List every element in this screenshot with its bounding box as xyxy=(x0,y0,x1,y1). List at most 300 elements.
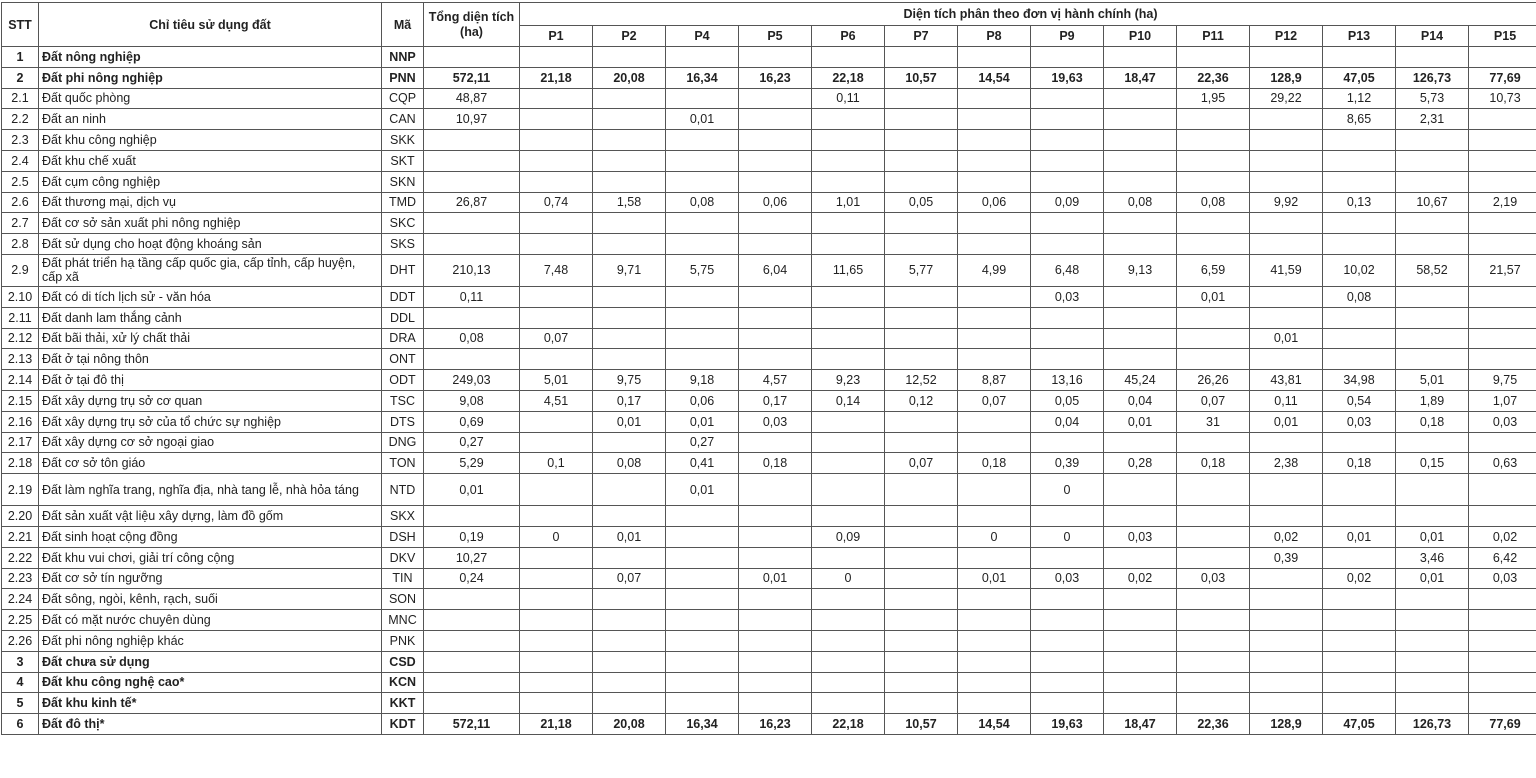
header-code: Mã xyxy=(382,3,424,47)
cell-criteria: Đất cụm công nghiệp xyxy=(39,171,382,192)
table-row xyxy=(2,171,1536,192)
cell-ward-value xyxy=(1104,213,1177,234)
cell-stt: 2 xyxy=(2,67,39,88)
cell-ward-value: 4,51 xyxy=(520,390,593,411)
land-use-table xyxy=(1,2,1536,735)
cell-ward-value xyxy=(1104,693,1177,714)
cell-criteria: Đất khu kinh tế* xyxy=(39,693,382,714)
cell-code: DDL xyxy=(382,307,424,328)
cell-ward-value: 1,12 xyxy=(1323,88,1396,109)
table-row xyxy=(2,213,1536,234)
cell-ward-value: 0,08 xyxy=(666,192,739,213)
cell-ward-value xyxy=(593,47,666,68)
cell-ward-value: 16,23 xyxy=(739,714,812,735)
cell-ward-value xyxy=(1104,328,1177,349)
header-ward: P5 xyxy=(739,26,812,47)
cell-ward-value xyxy=(739,88,812,109)
table-row xyxy=(2,67,1536,88)
cell-ward-value xyxy=(666,547,739,568)
cell-ward-value xyxy=(1469,693,1536,714)
cell-ward-value xyxy=(812,547,885,568)
cell-ward-value: 9,75 xyxy=(593,370,666,391)
cell-code: SON xyxy=(382,589,424,610)
cell-ward-value xyxy=(666,307,739,328)
cell-ward-value xyxy=(1323,307,1396,328)
cell-ward-value: 3,46 xyxy=(1396,547,1469,568)
cell-ward-value: 0,18 xyxy=(958,453,1031,474)
cell-ward-value: 4,57 xyxy=(739,370,812,391)
cell-ward-value xyxy=(1177,589,1250,610)
header-ward: P15 xyxy=(1469,26,1536,47)
cell-ward-value: 0,74 xyxy=(520,192,593,213)
cell-stt: 2.5 xyxy=(2,171,39,192)
cell-ward-value xyxy=(520,130,593,151)
cell-ward-value xyxy=(739,589,812,610)
table-row xyxy=(2,234,1536,255)
cell-ward-value xyxy=(1469,672,1536,693)
cell-ward-value xyxy=(958,150,1031,171)
cell-stt: 3 xyxy=(2,651,39,672)
cell-ward-value xyxy=(520,568,593,589)
cell-ward-value xyxy=(666,88,739,109)
cell-ward-value xyxy=(666,526,739,547)
cell-ward-value xyxy=(593,171,666,192)
cell-ward-value xyxy=(1250,432,1323,453)
cell-ward-value: 8,87 xyxy=(958,370,1031,391)
cell-ward-value xyxy=(885,109,958,130)
cell-ward-value xyxy=(885,130,958,151)
cell-ward-value xyxy=(1323,506,1396,527)
cell-ward-value xyxy=(1031,693,1104,714)
cell-ward-value xyxy=(1469,171,1536,192)
table-row xyxy=(2,88,1536,109)
cell-ward-value xyxy=(1031,589,1104,610)
cell-total: 48,87 xyxy=(424,88,520,109)
cell-ward-value xyxy=(812,651,885,672)
cell-criteria: Đất nông nghiệp xyxy=(39,47,382,68)
cell-ward-value xyxy=(1031,234,1104,255)
cell-ward-value xyxy=(593,328,666,349)
cell-ward-value xyxy=(593,109,666,130)
cell-ward-value xyxy=(739,349,812,370)
cell-ward-value: 0,11 xyxy=(812,88,885,109)
cell-ward-value xyxy=(885,651,958,672)
cell-ward-value xyxy=(1250,171,1323,192)
cell-ward-value xyxy=(1031,130,1104,151)
cell-ward-value: 16,34 xyxy=(666,714,739,735)
cell-ward-value xyxy=(1323,47,1396,68)
cell-criteria: Đất khu vui chơi, giải trí công cộng xyxy=(39,547,382,568)
cell-ward-value xyxy=(520,109,593,130)
cell-ward-value: 0,13 xyxy=(1323,192,1396,213)
cell-ward-value xyxy=(1396,610,1469,631)
cell-ward-value: 6,04 xyxy=(739,254,812,286)
cell-ward-value xyxy=(1104,47,1177,68)
cell-ward-value: 5,73 xyxy=(1396,88,1469,109)
cell-ward-value xyxy=(812,610,885,631)
cell-ward-value xyxy=(1177,109,1250,130)
cell-ward-value xyxy=(1104,506,1177,527)
cell-ward-value: 6,42 xyxy=(1469,547,1536,568)
cell-ward-value: 0,09 xyxy=(812,526,885,547)
cell-ward-value xyxy=(1104,109,1177,130)
cell-ward-value xyxy=(1323,547,1396,568)
cell-ward-value xyxy=(1469,349,1536,370)
cell-code: MNC xyxy=(382,610,424,631)
cell-total xyxy=(424,213,520,234)
cell-total xyxy=(424,307,520,328)
cell-ward-value xyxy=(666,610,739,631)
cell-ward-value: 1,89 xyxy=(1396,390,1469,411)
cell-ward-value: 0 xyxy=(1031,526,1104,547)
cell-ward-value xyxy=(520,547,593,568)
cell-ward-value: 0,03 xyxy=(1177,568,1250,589)
cell-criteria: Đất phi nông nghiệp xyxy=(39,67,382,88)
cell-criteria: Đất sản xuất vật liệu xây dựng, làm đồ gốm xyxy=(39,506,382,527)
cell-ward-value xyxy=(520,672,593,693)
cell-ward-value xyxy=(1250,610,1323,631)
cell-stt: 5 xyxy=(2,693,39,714)
cell-ward-value xyxy=(520,411,593,432)
cell-ward-value: 58,52 xyxy=(1396,254,1469,286)
cell-ward-value: 0,07 xyxy=(593,568,666,589)
cell-ward-value: 31 xyxy=(1177,411,1250,432)
cell-ward-value: 0 xyxy=(520,526,593,547)
cell-ward-value xyxy=(885,47,958,68)
cell-ward-value xyxy=(958,328,1031,349)
cell-ward-value xyxy=(1177,547,1250,568)
cell-ward-value xyxy=(1250,47,1323,68)
cell-ward-value: 128,9 xyxy=(1250,714,1323,735)
cell-ward-value xyxy=(520,286,593,307)
cell-ward-value xyxy=(1250,349,1323,370)
cell-ward-value xyxy=(593,234,666,255)
cell-ward-value xyxy=(1469,651,1536,672)
cell-ward-value xyxy=(593,150,666,171)
cell-ward-value xyxy=(1250,286,1323,307)
table-row xyxy=(2,693,1536,714)
table-row xyxy=(2,432,1536,453)
cell-ward-value: 9,92 xyxy=(1250,192,1323,213)
cell-ward-value xyxy=(812,286,885,307)
table-row xyxy=(2,610,1536,631)
table-row xyxy=(2,307,1536,328)
cell-ward-value xyxy=(739,693,812,714)
cell-ward-value: 16,23 xyxy=(739,67,812,88)
cell-code: SKK xyxy=(382,130,424,151)
cell-ward-value xyxy=(812,307,885,328)
cell-ward-value: 18,47 xyxy=(1104,714,1177,735)
cell-ward-value xyxy=(1104,432,1177,453)
cell-ward-value: 0,03 xyxy=(1469,568,1536,589)
header-ward: P11 xyxy=(1177,26,1250,47)
cell-ward-value xyxy=(958,411,1031,432)
cell-ward-value: 0,04 xyxy=(1104,390,1177,411)
cell-code: TON xyxy=(382,453,424,474)
cell-stt: 2.9 xyxy=(2,254,39,286)
cell-stt: 2.10 xyxy=(2,286,39,307)
cell-code: CSD xyxy=(382,651,424,672)
cell-ward-value xyxy=(739,213,812,234)
cell-code: NTD xyxy=(382,474,424,506)
cell-ward-value xyxy=(1323,630,1396,651)
cell-code: SKT xyxy=(382,150,424,171)
cell-ward-value xyxy=(958,651,1031,672)
cell-total xyxy=(424,589,520,610)
cell-ward-value xyxy=(1177,328,1250,349)
cell-criteria: Đất thương mại, dịch vụ xyxy=(39,192,382,213)
cell-total: 0,69 xyxy=(424,411,520,432)
table-row xyxy=(2,714,1536,735)
cell-ward-value xyxy=(1396,130,1469,151)
header-ward: P2 xyxy=(593,26,666,47)
cell-ward-value xyxy=(958,213,1031,234)
cell-ward-value: 5,77 xyxy=(885,254,958,286)
cell-ward-value xyxy=(958,109,1031,130)
cell-ward-value xyxy=(1031,610,1104,631)
cell-ward-value: 0,05 xyxy=(1031,390,1104,411)
cell-ward-value: 0,01 xyxy=(1250,411,1323,432)
cell-ward-value: 0,08 xyxy=(1323,286,1396,307)
cell-ward-value: 13,16 xyxy=(1031,370,1104,391)
cell-total: 572,11 xyxy=(424,714,520,735)
cell-ward-value xyxy=(739,610,812,631)
cell-ward-value xyxy=(885,234,958,255)
cell-ward-value xyxy=(1250,109,1323,130)
cell-ward-value: 10,57 xyxy=(885,714,958,735)
cell-ward-value xyxy=(1469,47,1536,68)
cell-ward-value xyxy=(958,610,1031,631)
cell-stt: 2.3 xyxy=(2,130,39,151)
cell-ward-value xyxy=(812,432,885,453)
cell-code: DSH xyxy=(382,526,424,547)
table-row xyxy=(2,651,1536,672)
cell-ward-value xyxy=(958,432,1031,453)
cell-ward-value: 0,02 xyxy=(1250,526,1323,547)
cell-ward-value xyxy=(739,651,812,672)
cell-ward-value xyxy=(885,171,958,192)
cell-criteria: Đất đô thị* xyxy=(39,714,382,735)
cell-ward-value: 10,02 xyxy=(1323,254,1396,286)
table-row xyxy=(2,370,1536,391)
cell-ward-value: 0,09 xyxy=(1031,192,1104,213)
cell-ward-value xyxy=(1323,474,1396,506)
cell-total: 0,19 xyxy=(424,526,520,547)
cell-criteria: Đất sinh hoạt cộng đồng xyxy=(39,526,382,547)
cell-total xyxy=(424,672,520,693)
cell-ward-value xyxy=(1177,474,1250,506)
cell-ward-value: 0,01 xyxy=(1396,568,1469,589)
cell-stt: 2.24 xyxy=(2,589,39,610)
cell-ward-value: 5,01 xyxy=(520,370,593,391)
cell-ward-value: 0,06 xyxy=(958,192,1031,213)
cell-ward-value xyxy=(1396,349,1469,370)
cell-ward-value xyxy=(520,307,593,328)
cell-total: 0,08 xyxy=(424,328,520,349)
cell-ward-value xyxy=(1250,307,1323,328)
table-row xyxy=(2,568,1536,589)
cell-ward-value xyxy=(1323,589,1396,610)
cell-ward-value xyxy=(1396,630,1469,651)
cell-ward-value xyxy=(1323,171,1396,192)
cell-ward-value xyxy=(593,547,666,568)
cell-ward-value: 20,08 xyxy=(593,714,666,735)
cell-total xyxy=(424,150,520,171)
cell-ward-value xyxy=(1104,547,1177,568)
cell-code: SKS xyxy=(382,234,424,255)
cell-total: 9,08 xyxy=(424,390,520,411)
cell-ward-value xyxy=(593,286,666,307)
cell-ward-value xyxy=(666,672,739,693)
cell-criteria: Đất ở tại đô thị xyxy=(39,370,382,391)
cell-criteria: Đất cơ sở tín ngưỡng xyxy=(39,568,382,589)
cell-ward-value xyxy=(1396,651,1469,672)
cell-ward-value xyxy=(520,506,593,527)
cell-ward-value xyxy=(1250,589,1323,610)
cell-ward-value xyxy=(1469,213,1536,234)
cell-ward-value xyxy=(1104,130,1177,151)
cell-code: ODT xyxy=(382,370,424,391)
cell-ward-value: 1,58 xyxy=(593,192,666,213)
cell-ward-value xyxy=(593,610,666,631)
cell-ward-value xyxy=(1396,171,1469,192)
cell-ward-value xyxy=(1177,672,1250,693)
cell-total xyxy=(424,234,520,255)
cell-ward-value: 22,18 xyxy=(812,67,885,88)
cell-ward-value: 41,59 xyxy=(1250,254,1323,286)
cell-ward-value: 0,39 xyxy=(1250,547,1323,568)
cell-total: 0,27 xyxy=(424,432,520,453)
cell-ward-value xyxy=(739,307,812,328)
cell-ward-value: 128,9 xyxy=(1250,67,1323,88)
cell-ward-value xyxy=(520,474,593,506)
cell-ward-value xyxy=(885,411,958,432)
cell-ward-value xyxy=(1323,349,1396,370)
cell-ward-value xyxy=(1323,150,1396,171)
cell-ward-value: 0 xyxy=(1031,474,1104,506)
cell-ward-value xyxy=(520,171,593,192)
cell-ward-value: 0,01 xyxy=(958,568,1031,589)
cell-ward-value xyxy=(885,568,958,589)
cell-total xyxy=(424,47,520,68)
cell-ward-value xyxy=(1323,234,1396,255)
cell-ward-value: 16,34 xyxy=(666,67,739,88)
cell-ward-value xyxy=(958,589,1031,610)
cell-ward-value xyxy=(885,589,958,610)
cell-ward-value xyxy=(520,234,593,255)
cell-criteria: Đất cơ sở tôn giáo xyxy=(39,453,382,474)
cell-ward-value xyxy=(885,672,958,693)
cell-criteria: Đất an ninh xyxy=(39,109,382,130)
cell-stt: 2.13 xyxy=(2,349,39,370)
cell-ward-value xyxy=(1031,150,1104,171)
cell-ward-value xyxy=(812,474,885,506)
cell-ward-value: 0,01 xyxy=(1323,526,1396,547)
cell-ward-value xyxy=(1323,213,1396,234)
table-row xyxy=(2,47,1536,68)
cell-ward-value xyxy=(1396,213,1469,234)
cell-ward-value: 19,63 xyxy=(1031,714,1104,735)
cell-ward-value: 47,05 xyxy=(1323,714,1396,735)
cell-ward-value xyxy=(739,474,812,506)
cell-code: CQP xyxy=(382,88,424,109)
cell-stt: 2.19 xyxy=(2,474,39,506)
cell-ward-value: 0,18 xyxy=(1177,453,1250,474)
cell-ward-value xyxy=(1250,651,1323,672)
cell-total: 249,03 xyxy=(424,370,520,391)
cell-code: ONT xyxy=(382,349,424,370)
cell-ward-value xyxy=(1177,526,1250,547)
cell-ward-value: 22,36 xyxy=(1177,67,1250,88)
cell-ward-value: 0,08 xyxy=(1177,192,1250,213)
header-ward: P14 xyxy=(1396,26,1469,47)
cell-ward-value: 0 xyxy=(812,568,885,589)
cell-total xyxy=(424,171,520,192)
cell-ward-value xyxy=(1323,432,1396,453)
cell-total xyxy=(424,610,520,631)
cell-total: 210,13 xyxy=(424,254,520,286)
cell-ward-value xyxy=(739,630,812,651)
cell-ward-value: 0,63 xyxy=(1469,453,1536,474)
cell-ward-value xyxy=(885,88,958,109)
cell-ward-value xyxy=(885,547,958,568)
cell-ward-value xyxy=(1104,150,1177,171)
cell-ward-value xyxy=(1250,672,1323,693)
cell-ward-value: 26,26 xyxy=(1177,370,1250,391)
cell-ward-value: 0,11 xyxy=(1250,390,1323,411)
cell-ward-value: 0,41 xyxy=(666,453,739,474)
cell-ward-value xyxy=(1104,630,1177,651)
cell-ward-value: 9,18 xyxy=(666,370,739,391)
cell-ward-value xyxy=(1323,693,1396,714)
cell-ward-value xyxy=(739,506,812,527)
cell-ward-value xyxy=(666,568,739,589)
cell-ward-value: 77,69 xyxy=(1469,67,1536,88)
cell-ward-value xyxy=(593,307,666,328)
cell-ward-value: 0,06 xyxy=(739,192,812,213)
cell-code: KCN xyxy=(382,672,424,693)
cell-ward-value xyxy=(1104,672,1177,693)
cell-ward-value xyxy=(739,672,812,693)
cell-criteria: Đất có di tích lịch sử - văn hóa xyxy=(39,286,382,307)
cell-ward-value xyxy=(1031,630,1104,651)
cell-ward-value: 0 xyxy=(958,526,1031,547)
cell-ward-value xyxy=(812,411,885,432)
cell-criteria: Đất chưa sử dụng xyxy=(39,651,382,672)
cell-ward-value: 14,54 xyxy=(958,67,1031,88)
cell-ward-value xyxy=(1469,109,1536,130)
cell-ward-value: 22,18 xyxy=(812,714,885,735)
cell-ward-value xyxy=(885,286,958,307)
table-row xyxy=(2,411,1536,432)
cell-total xyxy=(424,630,520,651)
cell-code: PNK xyxy=(382,630,424,651)
cell-ward-value xyxy=(593,589,666,610)
cell-ward-value: 45,24 xyxy=(1104,370,1177,391)
header-criteria: Chỉ tiêu sử dụng đất xyxy=(39,3,382,47)
cell-ward-value: 2,19 xyxy=(1469,192,1536,213)
table-row xyxy=(2,349,1536,370)
cell-ward-value xyxy=(593,672,666,693)
cell-ward-value xyxy=(958,171,1031,192)
cell-ward-value xyxy=(1177,171,1250,192)
cell-stt: 2.15 xyxy=(2,390,39,411)
cell-ward-value: 0,03 xyxy=(1323,411,1396,432)
cell-ward-value xyxy=(666,349,739,370)
cell-ward-value xyxy=(812,109,885,130)
cell-ward-value xyxy=(520,47,593,68)
cell-code: DTS xyxy=(382,411,424,432)
